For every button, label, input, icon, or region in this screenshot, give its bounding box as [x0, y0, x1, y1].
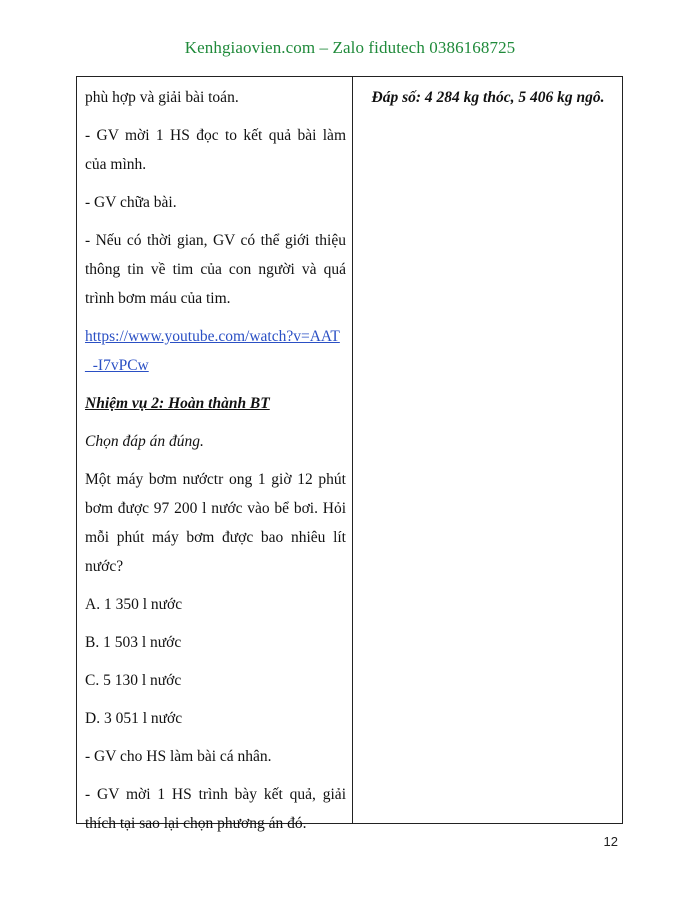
lesson-table	[76, 76, 623, 832]
option-c: C. 5 130 l nước	[85, 672, 182, 689]
instruction-text: Chọn đáp án đúng.	[85, 433, 204, 450]
page-number: 12	[603, 834, 618, 849]
paragraph-solve: phù hợp và giải bài toán.	[85, 89, 239, 106]
column-divider	[352, 77, 353, 823]
page-header: Kenhgiaovien.com – Zalo fidutech 0386168725	[184, 38, 516, 57]
paragraph-individual-work: - GV cho HS làm bài cá nhân.	[85, 748, 272, 765]
answers-column	[353, 83, 623, 121]
paragraph-read-result: - GV mời 1 HS đọc to kết quả bài làm của mình.	[85, 127, 346, 173]
youtube-link-line2[interactable]: _-I7vPCw	[85, 357, 149, 374]
youtube-link-line1[interactable]: https://www.youtube.com/watch?v=AAT	[85, 328, 340, 345]
paragraph-heart-info: - Nếu có thời gian, GV có thể giới thiệu thông tin về tim của con người và quá trình bơm máu của tim.	[85, 232, 346, 307]
option-b: B. 1 503 l nước	[85, 634, 182, 651]
answer-text: Đáp số: 4 284 kg thóc, 5 406 kg ngô.	[371, 89, 605, 106]
paragraph-present-result: - GV mời 1 HS trình bày kết quả, giải thích tại sao lại chọn phương án đó.	[85, 786, 346, 832]
question-text: Một máy bơm nướctr ong 1 giờ 12 phút bơm được 97 200 l nước vào bể bơi. Hỏi mỗi phút máy bơm được bao nhiêu lít nước?	[85, 471, 346, 575]
activities-column	[85, 83, 346, 847]
option-d: D. 3 051 l nước	[85, 710, 183, 727]
paragraph-correct: - GV chữa bài.	[85, 194, 177, 211]
youtube-link[interactable]	[85, 322, 346, 380]
option-a: A. 1 350 l nước	[85, 596, 183, 613]
task-heading: Nhiệm vụ 2: Hoàn thành BT	[85, 395, 270, 412]
